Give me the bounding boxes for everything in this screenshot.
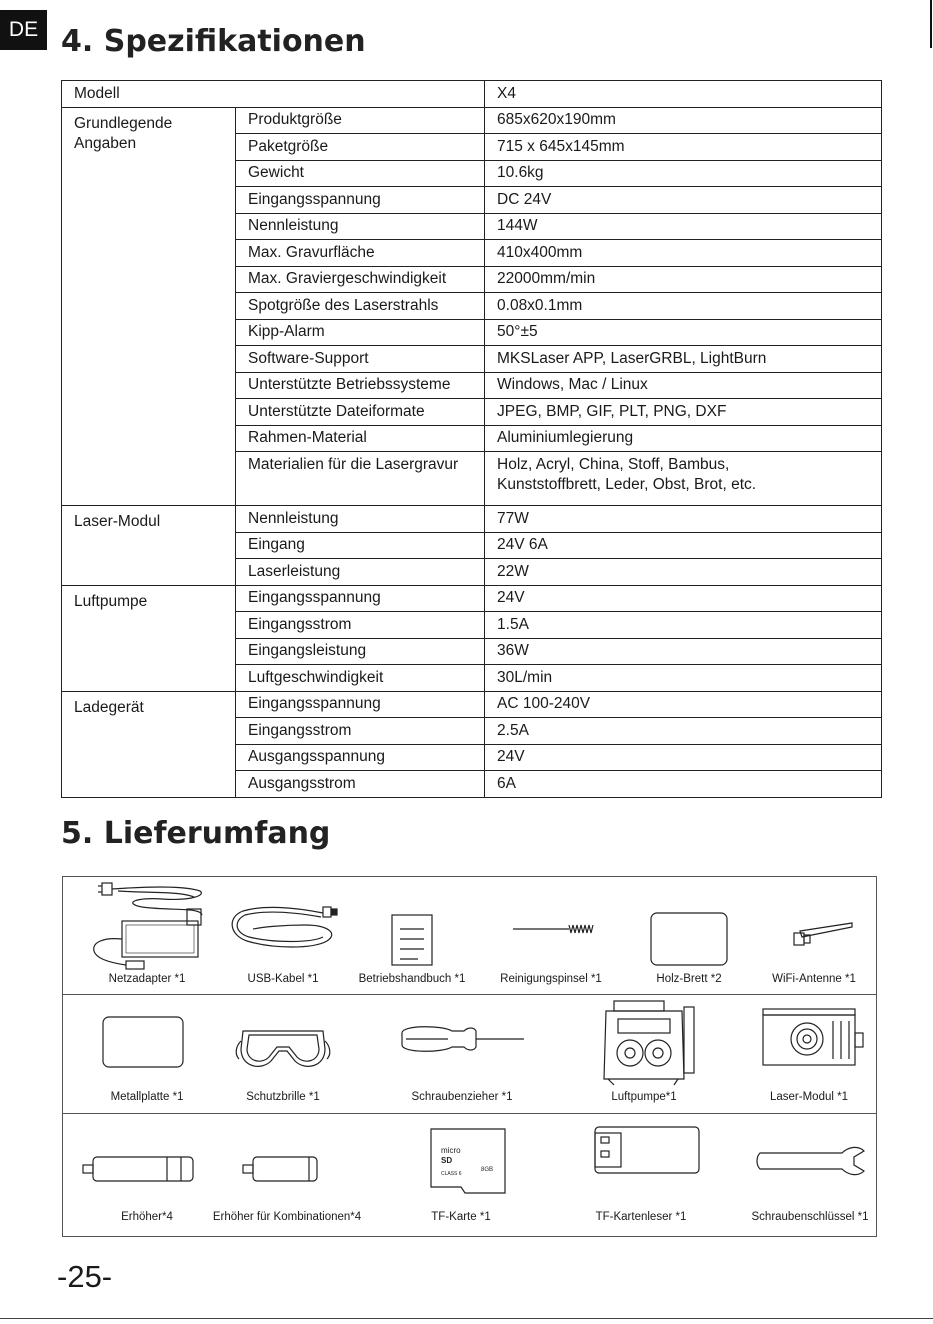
spec-value: 6A [485,771,882,798]
model-value: X4 [485,81,882,108]
tf-card-print-capacity: 8GB [481,1167,494,1173]
item-label: TF-Kartenleser *1 [595,1211,687,1223]
spec-key: Paketgröße [236,134,485,161]
card-reader-icon [581,1117,701,1209]
item-wood-board [619,879,759,985]
spec-value: 22W [485,559,882,586]
spec-value: 2.5A [485,718,882,745]
spec-key: Spotgröße des Laserstrahls [236,293,485,320]
spec-key: Materialien für die Lasergravur [236,452,485,506]
spec-value: Aluminiumlegierung [485,425,882,452]
wood-board-icon [629,879,749,971]
spec-value: 24V 6A [485,532,882,559]
item-label: Schutzbrille *1 [246,1091,320,1103]
item-label: WiFi-Antenne *1 [772,973,856,985]
antenna-icon [754,879,874,971]
item-tf-card-reader [571,1117,711,1223]
metal-plate-icon [77,997,217,1089]
spec-key: Eingang [236,532,485,559]
spec-key: Ausgangsstrom [236,771,485,798]
item-label: TF-Karte *1 [431,1211,491,1223]
spec-key: Software-Support [236,346,485,373]
brush-icon [491,879,611,971]
item-air-pump [569,997,719,1103]
item-wrench [743,1117,877,1223]
item-label: Luftpumpe*1 [611,1091,677,1103]
item-manual [347,879,477,985]
item-label: USB-Kabel *1 [247,973,319,985]
spec-value: MKSLaser APP, LaserGRBL, LightBurn [485,346,882,373]
usb-cable-icon [223,879,343,971]
laser-module-icon [749,997,869,1089]
delivery-contents-box [62,876,877,1237]
spec-value: 77W [485,506,882,533]
spec-value: AC 100-240V [485,691,882,718]
spec-value: Windows, Mac / Linux [485,372,882,399]
spec-value: 22000mm/min [485,266,882,293]
spec-value: 24V [485,585,882,612]
tf-card-print-class: CLASS 6 [441,1171,462,1177]
spec-key: Laserleistung [236,559,485,586]
spec-key: Luftgeschwindigkeit [236,665,485,692]
table-row [62,81,882,108]
spec-key: Eingangsstrom [236,612,485,639]
item-cleaning-brush [481,879,621,985]
item-label: Laser-Modul *1 [770,1091,848,1103]
spec-value: 10.6kg [485,160,882,187]
spec-key: Max. Gravurfläche [236,240,485,267]
group-label: Grundlegende Angaben [62,107,236,506]
group-label: Luftpumpe [62,585,236,691]
group-label: Ladegerät [62,691,236,797]
item-usb-cable [213,879,353,985]
spec-key: Eingangsstrom [236,718,485,745]
spec-key: Produktgröße [236,107,485,134]
manual-icon [352,879,472,971]
section-title-specifications: 4. Spezifikationen [61,24,366,59]
spec-key: Unterstützte Betriebssysteme [236,372,485,399]
spec-value: 715 x 645x145mm [485,134,882,161]
item-laser-module [739,997,879,1103]
item-safety-goggles [213,997,353,1103]
tf-card-icon [401,1117,521,1209]
page-number: -25- [57,1259,113,1294]
spec-value: 30L/min [485,665,882,692]
item-label: Schraubenzieher *1 [411,1091,513,1103]
spec-value: Holz, Acryl, China, Stoff, Bambus, Kunststoffbrett, Leder, Obst, Brot, etc. [485,452,882,506]
spec-key: Unterstützte Dateiformate [236,399,485,426]
spec-key: Rahmen-Material [236,425,485,452]
spec-value: JPEG, BMP, GIF, PLT, PNG, DXF [485,399,882,426]
power-adapter-icon [82,879,212,971]
item-label: Erhöher für Kombinationen*4 [212,1211,362,1223]
table-row [62,691,882,718]
edge-marker [930,0,932,48]
spec-value: 1.5A [485,612,882,639]
table-row [62,585,882,612]
item-wifi-antenna [749,879,879,985]
spec-key: Kipp-Alarm [236,319,485,346]
spec-key: Eingangsleistung [236,638,485,665]
row-divider [63,1113,876,1114]
spec-key: Gewicht [236,160,485,187]
table-row [62,107,882,134]
item-metal-plate [67,997,227,1103]
model-label: Modell [62,81,485,108]
item-combination-riser [199,1117,375,1223]
wrench-icon [750,1117,870,1209]
bottom-rule [0,1318,933,1319]
spec-key: Ausgangsspannung [236,744,485,771]
table-row [62,506,882,533]
item-power-adapter [67,879,227,985]
combination-riser-icon [217,1117,357,1209]
spec-value: DC 24V [485,187,882,214]
spec-value: 144W [485,213,882,240]
spec-value: 36W [485,638,882,665]
item-tf-card [393,1117,529,1223]
spec-key: Nennleistung [236,506,485,533]
language-tab: DE [0,10,47,50]
tf-card-print-top: micro [441,1146,461,1155]
group-label: Laser-Modul [62,506,236,586]
air-pump-icon [584,997,704,1089]
spec-value: 685x620x190mm [485,107,882,134]
spec-value: 410x400mm [485,240,882,267]
spec-key: Eingangsspannung [236,585,485,612]
spec-key: Eingangsspannung [236,691,485,718]
item-label: Schraubenschlüssel *1 [751,1211,869,1223]
spec-key: Nennleistung [236,213,485,240]
section-title-delivery: 5. Lieferumfang [61,816,331,851]
tf-card-print-middle: SD [441,1156,453,1165]
goggles-icon [223,997,343,1089]
screwdriver-icon [392,997,532,1089]
spec-value: 24V [485,744,882,771]
item-screwdriver [387,997,537,1103]
row-divider [63,994,876,995]
item-label: Betriebshandbuch *1 [358,973,466,985]
spec-value: 50°±5 [485,319,882,346]
specifications-table [61,80,882,798]
riser-icon [77,1117,217,1209]
item-label: Erhöher*4 [121,1211,173,1223]
item-label: Reinigungspinsel *1 [500,973,602,985]
spec-key: Eingangsspannung [236,187,485,214]
item-label: Netzadapter *1 [108,973,186,985]
item-label: Holz-Brett *2 [656,973,722,985]
item-label: Metallplatte *1 [110,1091,184,1103]
spec-value: 0.08x0.1mm [485,293,882,320]
spec-key: Max. Graviergeschwindigkeit [236,266,485,293]
